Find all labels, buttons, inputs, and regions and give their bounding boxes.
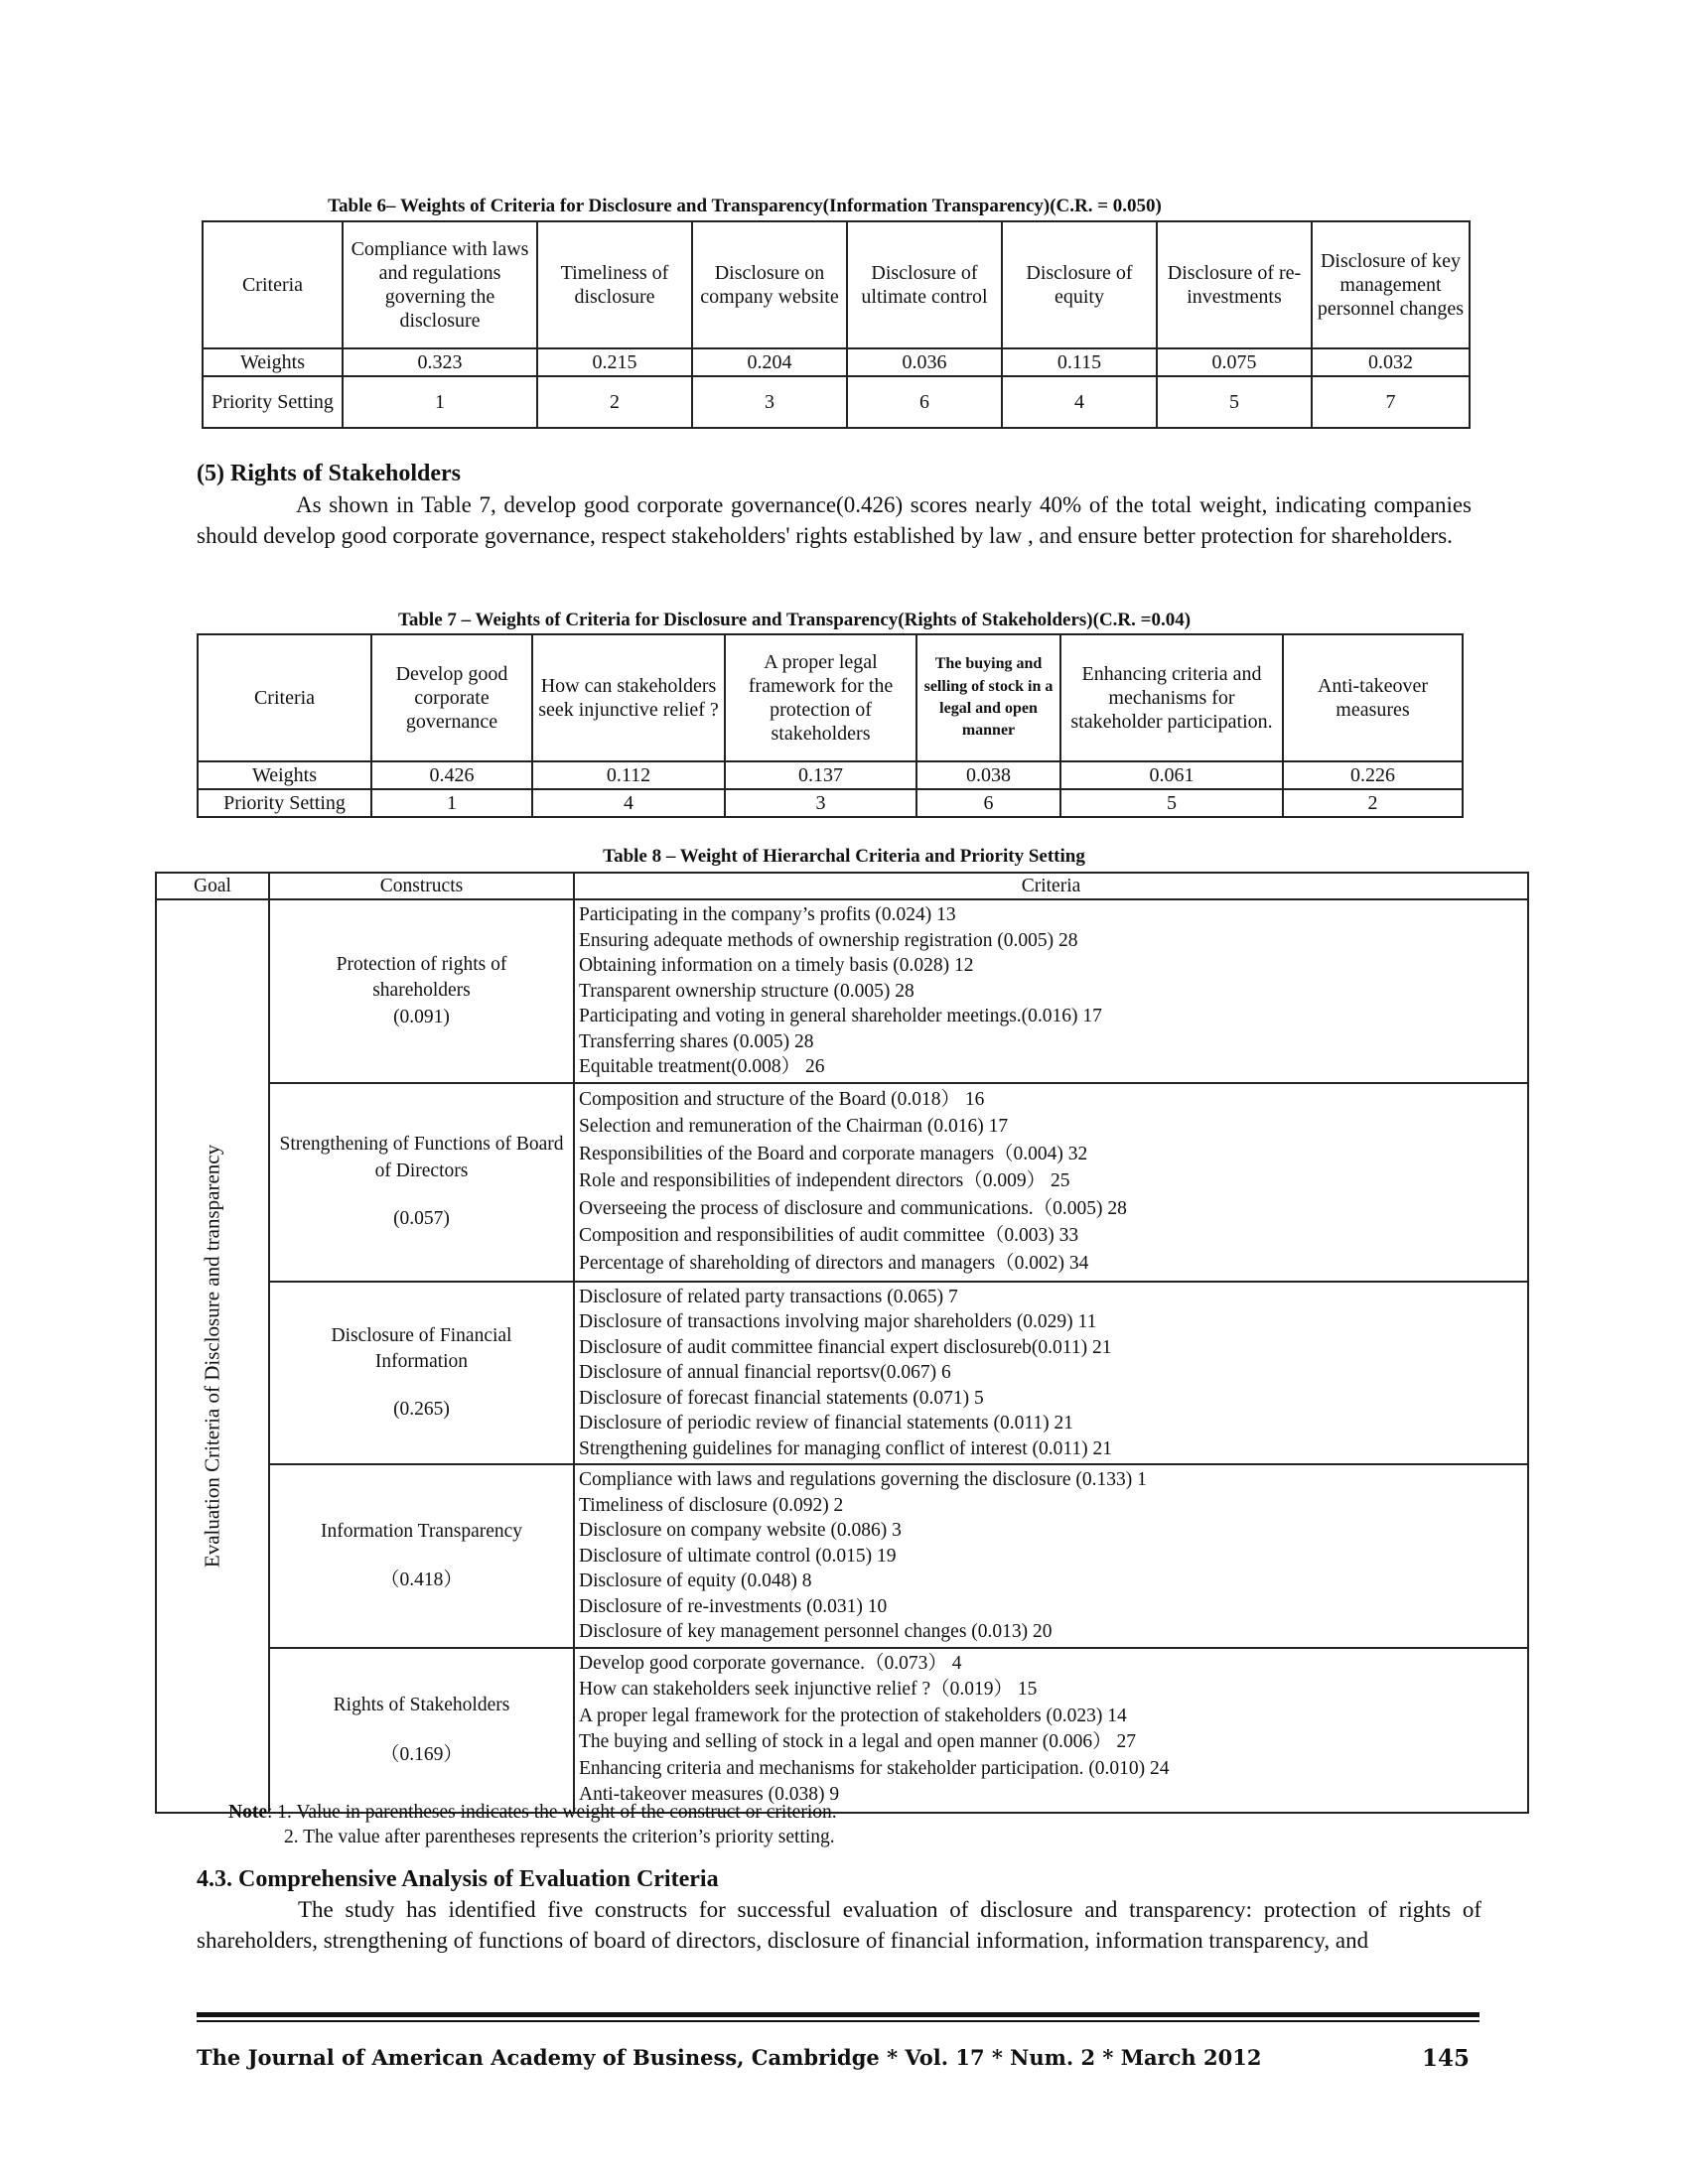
table7-priority: 3	[725, 789, 916, 817]
table6-weight: 0.032	[1312, 348, 1470, 376]
note-label: Note	[228, 1802, 267, 1823]
table8-criteria-list	[574, 1282, 1528, 1465]
table8-criteria-list	[574, 1083, 1528, 1282]
table7-weight: 0.061	[1060, 761, 1283, 789]
table8-construct	[269, 899, 574, 1083]
criterion-item: Disclosure of ultimate control (0.015) 19	[579, 1545, 897, 1567]
table6-criteria: Disclosure of re-investments	[1157, 221, 1312, 348]
table8-goal: Evaluation Criteria of Disclosure and transparency	[200, 1145, 224, 1569]
table8-note	[228, 1800, 837, 1849]
section5-paragraph: As shown in Table 7, develop good corporate governance(0.426) scores nearly 40% of the total weight, indicating companies should develop good corporate governance, respect stakeholders' rights established by law , and ensure better protection for shareholders.	[197, 492, 1472, 548]
table7-criteria: The buying and selling of stock in a legal and open manner	[916, 634, 1060, 761]
table6-weight: 0.075	[1157, 348, 1312, 376]
table7-weight: 0.226	[1283, 761, 1463, 789]
criterion-item: Enhancing criteria and mechanisms for stakeholder participation. (0.010) 24	[579, 1757, 1170, 1779]
table7-priority: 1	[371, 789, 532, 817]
table6-criteria: Timeliness of disclosure	[537, 221, 692, 348]
table7-weight: 0.426	[371, 761, 532, 789]
table6-weight: 0.036	[847, 348, 1002, 376]
table7-criteria: A proper legal framework for the protection of stakeholders	[725, 634, 916, 761]
table6-weight: 0.215	[537, 348, 692, 376]
criterion-item: Percentage of shareholding of directors and managers（0.002) 34	[579, 1252, 1089, 1274]
table8-criteria-list	[574, 899, 1528, 1083]
table7-priority: 2	[1283, 789, 1463, 817]
criterion-item: Disclosure on company website (0.086) 3	[579, 1520, 902, 1542]
criterion-item: Participating and voting in general shareholder meetings.(0.016) 17	[579, 1006, 1102, 1027]
table6-priority: 7	[1312, 376, 1470, 428]
table7-criteria: Anti-takeover measures	[1283, 634, 1463, 761]
table6-criteria-label: Criteria	[203, 221, 343, 348]
table6-priority: 5	[1157, 376, 1312, 428]
criterion-item: Develop good corporate governance.（0.073） 4	[579, 1652, 962, 1674]
table8-caption: Table 8 – Weight of Hierarchal Criteria and Priority Setting	[603, 846, 1085, 867]
criterion-item: A proper legal framework for the protection of stakeholders (0.023) 14	[579, 1705, 1127, 1726]
criterion-item: Disclosure of related party transactions (0.065) 7	[579, 1286, 958, 1307]
criterion-item: Disclosure of key management personnel changes (0.013) 20	[579, 1621, 1053, 1643]
criterion-item: Composition and structure of the Board (0.018） 16	[579, 1088, 985, 1110]
criterion-item: Transparent ownership structure (0.005) 28	[579, 980, 914, 1002]
criterion-item: Equitable treatment(0.008） 26	[579, 1056, 825, 1078]
table8-construct	[269, 1648, 574, 1813]
table6-priority: 4	[1002, 376, 1157, 428]
construct-name: Information Transparency	[320, 1521, 523, 1543]
table6-priority: 2	[537, 376, 692, 428]
table7-criteria: Develop good corporate governance	[371, 634, 532, 761]
criterion-item: Participating in the company’s profits (0.024) 13	[579, 904, 956, 926]
criterion-item: Disclosure of transactions involving major shareholders (0.029) 11	[579, 1311, 1097, 1333]
table8-criteria-list	[574, 1464, 1528, 1648]
note-line-1: : 1. Value in parentheses indicates the weight of the construct or criterion.	[266, 1802, 837, 1823]
construct-name: Rights of Stakeholders	[333, 1694, 510, 1715]
table6-criteria: Disclosure of ultimate control	[847, 221, 1002, 348]
criterion-item: Compliance with laws and regulations governing the disclosure (0.133) 1	[579, 1469, 1147, 1491]
footer-journal: The Journal of American Academy of Business, Cambridge * Vol. 17 * Num. 2 * March 2012	[197, 2045, 1262, 2070]
construct-name: Protection of rights of shareholders	[336, 954, 507, 1002]
table6-weight: 0.323	[343, 348, 537, 376]
table6-criteria: Disclosure of key management personnel changes	[1312, 221, 1470, 348]
table6-criteria: Disclosure on company website	[692, 221, 847, 348]
table7-weight: 0.137	[725, 761, 916, 789]
footer-rule-thick	[197, 2012, 1479, 2017]
table7-caption: Table 7 – Weights of Criteria for Disclosure and Transparency(Rights of Stakeholders)(C.R. =0.04)	[397, 610, 1192, 630]
table7-criteria: Enhancing criteria and mechanisms for stakeholder participation.	[1060, 634, 1283, 761]
construct-name: Disclosure of Financial Information	[331, 1324, 512, 1372]
table8-construct	[269, 1464, 574, 1648]
criterion-item: Ensuring adequate methods of ownership registration (0.005) 28	[579, 929, 1078, 951]
section43-paragraph: The study has identified five constructs for successful evaluation of disclosure and transparency: protection of rights of shareholders, strengthening of functions of board of directors, disclosure of financial information, information transparency, and	[197, 1897, 1481, 1953]
criterion-item: Responsibilities of the Board and corporate managers（0.004) 32	[579, 1143, 1088, 1164]
table8-goal-cell	[156, 899, 269, 1813]
table8-construct	[269, 1282, 574, 1465]
construct-weight: （0.418）	[380, 1569, 463, 1590]
table6-weights-label: Weights	[203, 348, 343, 376]
criterion-item: Selection and remuneration of the Chairman (0.016) 17	[579, 1116, 1009, 1138]
construct-weight: (0.265)	[393, 1399, 450, 1421]
criterion-item: Disclosure of periodic review of financial statements (0.011) 21	[579, 1413, 1073, 1434]
table6-priority: 1	[343, 376, 537, 428]
table6	[202, 220, 1471, 429]
page-number: 145	[1422, 2045, 1471, 2072]
table7	[197, 633, 1464, 818]
criterion-item: Disclosure of re-investments (0.031) 10	[579, 1595, 888, 1617]
table7-weights-label: Weights	[198, 761, 371, 789]
table6-criteria: Disclosure of equity	[1002, 221, 1157, 348]
criterion-item: Disclosure of audit committee financial expert disclosureb(0.011) 21	[579, 1336, 1112, 1358]
table6-criteria: Compliance with laws and regulations governing the disclosure	[343, 221, 537, 348]
criterion-item: Role and responsibilities of independent directors（0.009） 25	[579, 1170, 1070, 1192]
table7-criteria: How can stakeholders seek injunctive relief ?	[532, 634, 725, 761]
table7-criteria-label: Criteria	[198, 634, 371, 761]
table7-weight: 0.038	[916, 761, 1060, 789]
criterion-item: Transferring shares (0.005) 28	[579, 1030, 814, 1052]
construct-weight: （0.169）	[380, 1743, 463, 1765]
table8-header-goal: Goal	[156, 873, 269, 899]
criterion-item: Disclosure of forecast financial statements (0.071) 5	[579, 1387, 984, 1409]
criterion-item: Disclosure of equity (0.048) 8	[579, 1570, 812, 1592]
table6-priority-label: Priority Setting	[203, 376, 343, 428]
construct-name: Strengthening of Functions of Board of Directors	[279, 1134, 564, 1181]
table6-weight: 0.115	[1002, 348, 1157, 376]
construct-weight: (0.091)	[393, 1006, 450, 1027]
criterion-item: Composition and responsibilities of audit committee（0.003) 33	[579, 1225, 1079, 1247]
table6-weight: 0.204	[692, 348, 847, 376]
footer-rule-thin	[197, 2020, 1479, 2022]
criterion-item: How can stakeholders seek injunctive relief ?（0.019） 15	[579, 1679, 1038, 1701]
table6-priority: 6	[847, 376, 1002, 428]
criterion-item: Timeliness of disclosure (0.092) 2	[579, 1494, 844, 1516]
table8-header-criteria: Criteria	[574, 873, 1528, 899]
table8-criteria-list	[574, 1648, 1528, 1813]
table7-priority-label: Priority Setting	[198, 789, 371, 817]
table8	[155, 872, 1529, 1814]
section5-heading: (5) Rights of Stakeholders	[197, 461, 462, 486]
table7-priority: 5	[1060, 789, 1283, 817]
criterion-item: Overseeing the process of disclosure and communications.（0.005) 28	[579, 1197, 1127, 1219]
table7-priority: 6	[916, 789, 1060, 817]
table7-priority: 4	[532, 789, 725, 817]
table8-header-constructs: Constructs	[269, 873, 574, 899]
construct-weight: (0.057)	[393, 1208, 450, 1230]
section43-heading: 4.3. Comprehensive Analysis of Evaluation Criteria	[197, 1866, 719, 1892]
note-line-2: 2. The value after parentheses represents the criterion’s priority setting.	[284, 1827, 835, 1847]
table8-construct	[269, 1083, 574, 1282]
table7-weight: 0.112	[532, 761, 725, 789]
criterion-item: The buying and selling of stock in a legal and open manner (0.006） 27	[579, 1731, 1137, 1753]
criterion-item: Disclosure of annual financial reportsv(0.067) 6	[579, 1362, 951, 1384]
criterion-item: Strengthening guidelines for managing conflict of interest (0.011) 21	[579, 1437, 1113, 1459]
criterion-item: Obtaining information on a timely basis (0.028) 12	[579, 955, 974, 977]
criterion-item: Anti-takeover measures (0.038) 9	[579, 1784, 840, 1806]
table6-priority: 3	[692, 376, 847, 428]
table6-caption: Table 6– Weights of Criteria for Disclosure and Transparency(Information Transparency)(C.R. = 0.050)	[328, 196, 1162, 216]
